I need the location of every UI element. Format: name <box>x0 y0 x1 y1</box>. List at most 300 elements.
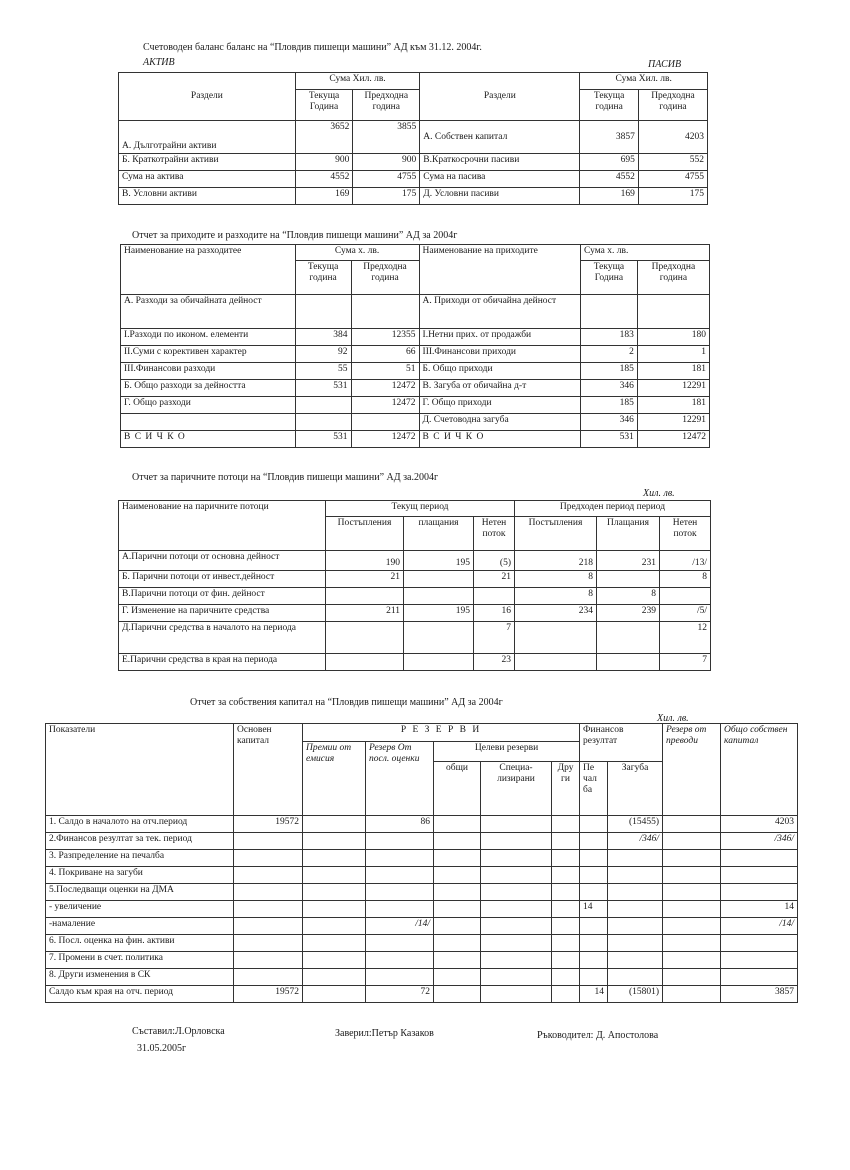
cell-value: 19572 <box>234 986 303 1003</box>
cell-value: 346 <box>580 380 637 397</box>
cell-value <box>234 867 303 884</box>
table-row <box>119 171 708 188</box>
row-label: В.Краткосрочни пасиви <box>420 154 580 171</box>
row-label: Салдо към края на отч. период <box>46 986 234 1003</box>
cell-value <box>552 867 580 884</box>
cell-value <box>515 622 597 654</box>
cell-value <box>580 816 608 833</box>
cell-value: 12472 <box>351 380 419 397</box>
income-sum-header: Сума х. лв. <box>295 245 419 261</box>
balance-current-year-right: Текуща година <box>580 90 639 121</box>
cell-value: 900 <box>353 154 420 171</box>
cell-value <box>366 901 434 918</box>
cell-value <box>303 850 366 867</box>
equity-revaluation-header: Резерв От посл. оценки <box>366 742 434 816</box>
cell-value: 3857 <box>721 986 798 1003</box>
cell-value <box>481 952 552 969</box>
income-table <box>120 244 710 448</box>
cashflow-title: Отчет за паричните потоци на “Пловдив пишещи машини” АД за.2004г <box>132 472 439 483</box>
cell-value <box>663 884 721 901</box>
cell-value <box>326 654 404 671</box>
cell-value: 900 <box>295 154 353 171</box>
cell-value <box>608 969 663 986</box>
table-row <box>119 654 711 671</box>
equity-specialized-header: Специа-лизирани <box>481 762 552 816</box>
income-previous-year-right: Предходна година <box>637 261 709 295</box>
row-label: Сума на актива <box>119 171 296 188</box>
income-previous-year: Предходна година <box>351 261 419 295</box>
cell-value <box>234 952 303 969</box>
cell-value: 14 <box>580 986 608 1003</box>
table-row <box>119 551 711 571</box>
cell-value: 175 <box>353 188 420 205</box>
cell-value: 66 <box>351 346 419 363</box>
table-row <box>121 346 710 363</box>
equity-indicators-header: Показатели <box>46 724 234 816</box>
equity-general-header: общи <box>434 762 481 816</box>
cell-value <box>552 850 580 867</box>
cell-value: 531 <box>295 380 351 397</box>
cell-value <box>597 654 660 671</box>
cell-value: 181 <box>637 397 709 414</box>
cell-value: 14 <box>580 901 608 918</box>
table-row <box>121 295 710 329</box>
table-row <box>46 918 798 935</box>
row-label <box>121 414 296 431</box>
cell-value <box>608 884 663 901</box>
row-label: 8. Други изменения в СК <box>46 969 234 986</box>
cell-value: 531 <box>295 431 351 448</box>
cell-value <box>663 918 721 935</box>
cell-value <box>597 622 660 654</box>
cell-value <box>552 969 580 986</box>
cell-value: /14/ <box>721 918 798 935</box>
payments-header: плащания <box>404 517 474 551</box>
cell-value: /346/ <box>608 833 663 850</box>
cell-value: 55 <box>295 363 351 380</box>
compiled-date: 31.05.2005г <box>137 1043 187 1054</box>
cell-value: 21 <box>326 571 404 588</box>
cell-value: 3857 <box>580 121 639 154</box>
balance-sum-header: Сума Хил. лв. <box>295 73 419 90</box>
equity-loss-header: Загуба <box>608 762 663 816</box>
cell-value: 185 <box>580 397 637 414</box>
cell-value: /346/ <box>721 833 798 850</box>
cell-value: 531 <box>580 431 637 448</box>
row-label: III.Финансови разходи <box>121 363 296 380</box>
cell-value <box>434 867 481 884</box>
cell-value: /14/ <box>366 918 434 935</box>
equity-fin-result-header: Финансов резултат <box>580 724 663 762</box>
cell-value: 19572 <box>234 816 303 833</box>
equity-target-reserves-header: Целеви резерви <box>434 742 580 762</box>
cell-value <box>234 833 303 850</box>
cell-value: 12 <box>660 622 711 654</box>
cell-value <box>234 969 303 986</box>
equity-other-header: Дру ги <box>552 762 580 816</box>
cell-value <box>303 816 366 833</box>
cell-value <box>552 935 580 952</box>
table-row <box>121 397 710 414</box>
cell-value <box>580 935 608 952</box>
cell-value <box>721 850 798 867</box>
cell-value: 4552 <box>580 171 639 188</box>
cell-value <box>434 816 481 833</box>
equity-premiums-header: Премии от емисия <box>303 742 366 816</box>
cashflow-name-header: Наименование на паричните потоци <box>119 501 326 551</box>
row-label: А. Разходи за обичайната дейност <box>121 295 296 329</box>
table-row <box>121 414 710 431</box>
table-row <box>46 867 798 884</box>
cell-value <box>303 969 366 986</box>
cell-value <box>434 918 481 935</box>
cell-value <box>366 952 434 969</box>
row-label: Г. Общо приходи <box>419 397 580 414</box>
cell-value <box>580 952 608 969</box>
row-label: 2.Финансов резултат за тек. период <box>46 833 234 850</box>
cashflow-table <box>118 500 711 671</box>
cell-value: 8 <box>515 571 597 588</box>
cell-value: 12291 <box>637 414 709 431</box>
cell-value: 8 <box>515 588 597 605</box>
row-label: 3. Разпределение на печалба <box>46 850 234 867</box>
cell-value <box>326 588 404 605</box>
cell-value: 211 <box>326 605 404 622</box>
cell-value <box>580 867 608 884</box>
cell-value: 7 <box>474 622 515 654</box>
row-label: Б. Общо приходи <box>419 363 580 380</box>
cell-value <box>481 884 552 901</box>
cell-value <box>366 833 434 850</box>
certified-by: Заверил:Петър Казаков <box>335 1028 434 1039</box>
cell-value: 195 <box>404 605 474 622</box>
cell-value <box>404 588 474 605</box>
table-row <box>46 969 798 986</box>
row-label: 4. Покриване на загуби <box>46 867 234 884</box>
cell-value: 12472 <box>351 397 419 414</box>
table-row <box>46 935 798 952</box>
balance-previous-year-right: Предходна година <box>638 90 707 121</box>
income-title: Отчет за приходите и разходите на “Пловдив пишещи машини” АД за 2004г <box>132 230 458 241</box>
cell-value: 169 <box>295 188 353 205</box>
net-header-prev: Нетен поток <box>660 517 711 551</box>
payments-header-prev: Плащания <box>597 517 660 551</box>
cell-value: 180 <box>637 329 709 346</box>
table-row <box>119 121 708 154</box>
row-label: В. Загуба от обичайна д-т <box>419 380 580 397</box>
inflows-header: Постъпления <box>326 517 404 551</box>
cell-value <box>434 935 481 952</box>
row-label: II.Суми с корективен характер <box>121 346 296 363</box>
cell-value <box>481 935 552 952</box>
cell-value <box>481 816 552 833</box>
cell-value <box>580 969 608 986</box>
row-label: 7. Промени в счет. политика <box>46 952 234 969</box>
cell-value: 16 <box>474 605 515 622</box>
cell-value <box>326 622 404 654</box>
equity-total-header: Общо собствен капитал <box>721 724 798 816</box>
row-label: А.Парични потоци от основна дейност <box>119 551 326 571</box>
equity-profit-header: Пе чал ба <box>580 762 608 816</box>
cell-value: 12472 <box>351 431 419 448</box>
inflows-header-prev: Постъпления <box>515 517 597 551</box>
table-row <box>119 188 708 205</box>
cell-value <box>552 952 580 969</box>
cell-value <box>234 850 303 867</box>
cell-value <box>404 654 474 671</box>
cell-value: 86 <box>366 816 434 833</box>
cell-value <box>366 969 434 986</box>
cell-value <box>608 935 663 952</box>
cell-value <box>303 901 366 918</box>
cell-value: 12355 <box>351 329 419 346</box>
cell-value <box>481 901 552 918</box>
cell-value <box>481 918 552 935</box>
cell-value: 181 <box>637 363 709 380</box>
cell-value <box>663 850 721 867</box>
cell-value <box>434 833 481 850</box>
table-row <box>46 986 798 1003</box>
cell-value: 195 <box>404 551 474 571</box>
equity-table <box>45 723 798 1003</box>
cell-value <box>552 833 580 850</box>
cell-value: 4203 <box>638 121 707 154</box>
cell-value <box>637 295 709 329</box>
table-row <box>46 816 798 833</box>
cell-value: /5/ <box>660 605 711 622</box>
cell-value <box>434 952 481 969</box>
row-label: В.Парични потоци от фин. дейност <box>119 588 326 605</box>
cell-value: 2 <box>580 346 637 363</box>
cell-value <box>663 986 721 1003</box>
row-label: В. Условни активи <box>119 188 296 205</box>
table-row <box>119 605 711 622</box>
cell-value <box>234 918 303 935</box>
row-label: Г. Изменение на паричните средства <box>119 605 326 622</box>
cell-value: 4203 <box>721 816 798 833</box>
balance-title: Счетоводен баланс баланс на “Пловдив пишещи машини” АД към 31.12. 2004г. <box>143 42 482 53</box>
table-row <box>119 588 711 605</box>
cell-value <box>663 816 721 833</box>
balance-sections-header: Раздели <box>119 73 296 121</box>
row-label: -намаление <box>46 918 234 935</box>
cell-value <box>552 884 580 901</box>
row-label: Б. Краткотрайни активи <box>119 154 296 171</box>
cell-value <box>303 986 366 1003</box>
row-label: Д. Условни пасиви <box>420 188 580 205</box>
net-header: Нетен поток <box>474 517 515 551</box>
equity-reserves-header: Р Е З Е Р В И <box>303 724 580 742</box>
table-row <box>46 850 798 867</box>
equity-unit: Хил. лв. <box>657 713 689 724</box>
row-label: Сума на пасива <box>420 171 580 188</box>
current-period-header: Текущ период <box>326 501 515 517</box>
cell-value: 21 <box>474 571 515 588</box>
cell-value <box>721 952 798 969</box>
row-label: I.Разходи по иконом. елементи <box>121 329 296 346</box>
cell-value <box>663 952 721 969</box>
cell-value: 346 <box>580 414 637 431</box>
cell-value <box>303 867 366 884</box>
cell-value: 1 <box>637 346 709 363</box>
cell-value: 3855 <box>353 121 420 154</box>
cell-value <box>552 986 580 1003</box>
table-row <box>46 901 798 918</box>
cell-value <box>351 414 419 431</box>
cell-value <box>481 867 552 884</box>
cell-value: 7 <box>660 654 711 671</box>
table-row <box>119 622 711 654</box>
cell-value <box>303 935 366 952</box>
cell-value <box>303 833 366 850</box>
cell-value <box>434 986 481 1003</box>
cell-value <box>552 816 580 833</box>
row-label: А. Дълготрайни активи <box>119 121 296 154</box>
cell-value: 190 <box>326 551 404 571</box>
cell-value: 552 <box>638 154 707 171</box>
cell-value: 72 <box>366 986 434 1003</box>
cell-value <box>234 884 303 901</box>
row-label: Д.Парични средства в началото на периода <box>119 622 326 654</box>
cell-value: 4552 <box>295 171 353 188</box>
cell-value: 51 <box>351 363 419 380</box>
cell-value <box>580 295 637 329</box>
row-label: 5.Последващи оценки на ДМА <box>46 884 234 901</box>
cell-value <box>351 295 419 329</box>
cell-value <box>580 833 608 850</box>
cell-value <box>366 867 434 884</box>
cell-value <box>474 588 515 605</box>
cell-value <box>721 935 798 952</box>
cell-value <box>663 867 721 884</box>
cell-value: 234 <box>515 605 597 622</box>
cell-value: 3652 <box>295 121 353 154</box>
cell-value <box>295 295 351 329</box>
cell-value <box>303 918 366 935</box>
cell-value <box>580 850 608 867</box>
cell-value: (5) <box>474 551 515 571</box>
cell-value <box>663 833 721 850</box>
table-row <box>46 952 798 969</box>
cell-value: 14 <box>721 901 798 918</box>
income-sum-header-right: Сума х. лв. <box>580 245 709 261</box>
cell-value: 183 <box>580 329 637 346</box>
cashflow-unit: Хил. лв. <box>643 488 675 499</box>
cell-value <box>552 901 580 918</box>
cell-value <box>234 935 303 952</box>
compiled-by: Съставил:Л.Орловска <box>132 1026 225 1037</box>
cell-value <box>481 833 552 850</box>
cell-value <box>721 969 798 986</box>
cell-value <box>608 867 663 884</box>
balance-current-year: Текуща Година <box>295 90 353 121</box>
cell-value <box>234 901 303 918</box>
cell-value <box>663 901 721 918</box>
cell-value <box>434 969 481 986</box>
cell-value <box>608 850 663 867</box>
row-label: В С И Ч К О <box>121 431 296 448</box>
table-row <box>119 154 708 171</box>
balance-sum-header-right: Сума Хил. лв. <box>580 73 708 90</box>
cell-value <box>580 884 608 901</box>
cell-value <box>295 414 351 431</box>
cell-value: 239 <box>597 605 660 622</box>
manager: Ръководител: Д. Апостолова <box>537 1030 659 1041</box>
cell-value <box>434 901 481 918</box>
row-label: Б. Парични потоци от инвест.дейност <box>119 571 326 588</box>
cell-value: 8 <box>660 571 711 588</box>
row-label: Б. Общо разходи за дейността <box>121 380 296 397</box>
cell-value <box>481 969 552 986</box>
table-row <box>121 380 710 397</box>
cell-value: 695 <box>580 154 639 171</box>
cell-value: (15455) <box>608 816 663 833</box>
table-row <box>121 363 710 380</box>
cell-value <box>404 622 474 654</box>
cell-value <box>303 884 366 901</box>
cell-value: 23 <box>474 654 515 671</box>
equity-base-capital-header: Основен капитал <box>234 724 303 816</box>
cell-value <box>721 884 798 901</box>
income-current-year-right: Текуща Година <box>580 261 637 295</box>
row-label: Д. Счетоводна загуба <box>419 414 580 431</box>
cell-value <box>434 884 481 901</box>
pasiv-label: ПАСИВ <box>648 59 682 70</box>
cell-value <box>597 571 660 588</box>
cell-value <box>366 935 434 952</box>
equity-title: Отчет за собствения капитал на “Пловдив пишещи машини” АД за 2004г <box>190 697 503 708</box>
cell-value <box>434 850 481 867</box>
balance-table <box>118 72 708 205</box>
table-row <box>46 833 798 850</box>
cell-value <box>366 884 434 901</box>
cell-value <box>721 867 798 884</box>
cell-value: 185 <box>580 363 637 380</box>
cell-value <box>663 969 721 986</box>
cell-value: (15801) <box>608 986 663 1003</box>
cell-value <box>481 986 552 1003</box>
cell-value: 218 <box>515 551 597 571</box>
row-label: I.Нетни прих. от продажби <box>419 329 580 346</box>
cell-value <box>608 918 663 935</box>
cell-value: 175 <box>638 188 707 205</box>
cell-value <box>481 850 552 867</box>
table-row <box>119 571 711 588</box>
balance-previous-year: Предходна година <box>353 90 420 121</box>
cell-value <box>303 952 366 969</box>
cell-value <box>515 654 597 671</box>
cell-value <box>663 935 721 952</box>
cell-value: 12291 <box>637 380 709 397</box>
previous-period-header: Предходен период период <box>515 501 711 517</box>
table-row <box>121 431 710 448</box>
cell-value: 8 <box>597 588 660 605</box>
table-row <box>121 329 710 346</box>
table-row <box>46 884 798 901</box>
cell-value <box>580 918 608 935</box>
cell-value: 169 <box>580 188 639 205</box>
cell-value: 4755 <box>638 171 707 188</box>
cell-value: 4755 <box>353 171 420 188</box>
balance-sections-header-right: Раздели <box>420 73 580 121</box>
row-label: 1. Салдо в началото на отч.период <box>46 816 234 833</box>
incomes-header: Наименование на приходите <box>419 245 580 295</box>
row-label: 6. Посл. оценка на фин. активи <box>46 935 234 952</box>
cell-value: 92 <box>295 346 351 363</box>
cell-value: 12472 <box>637 431 709 448</box>
row-label: III.Финансови приходи <box>419 346 580 363</box>
cell-value: 231 <box>597 551 660 571</box>
